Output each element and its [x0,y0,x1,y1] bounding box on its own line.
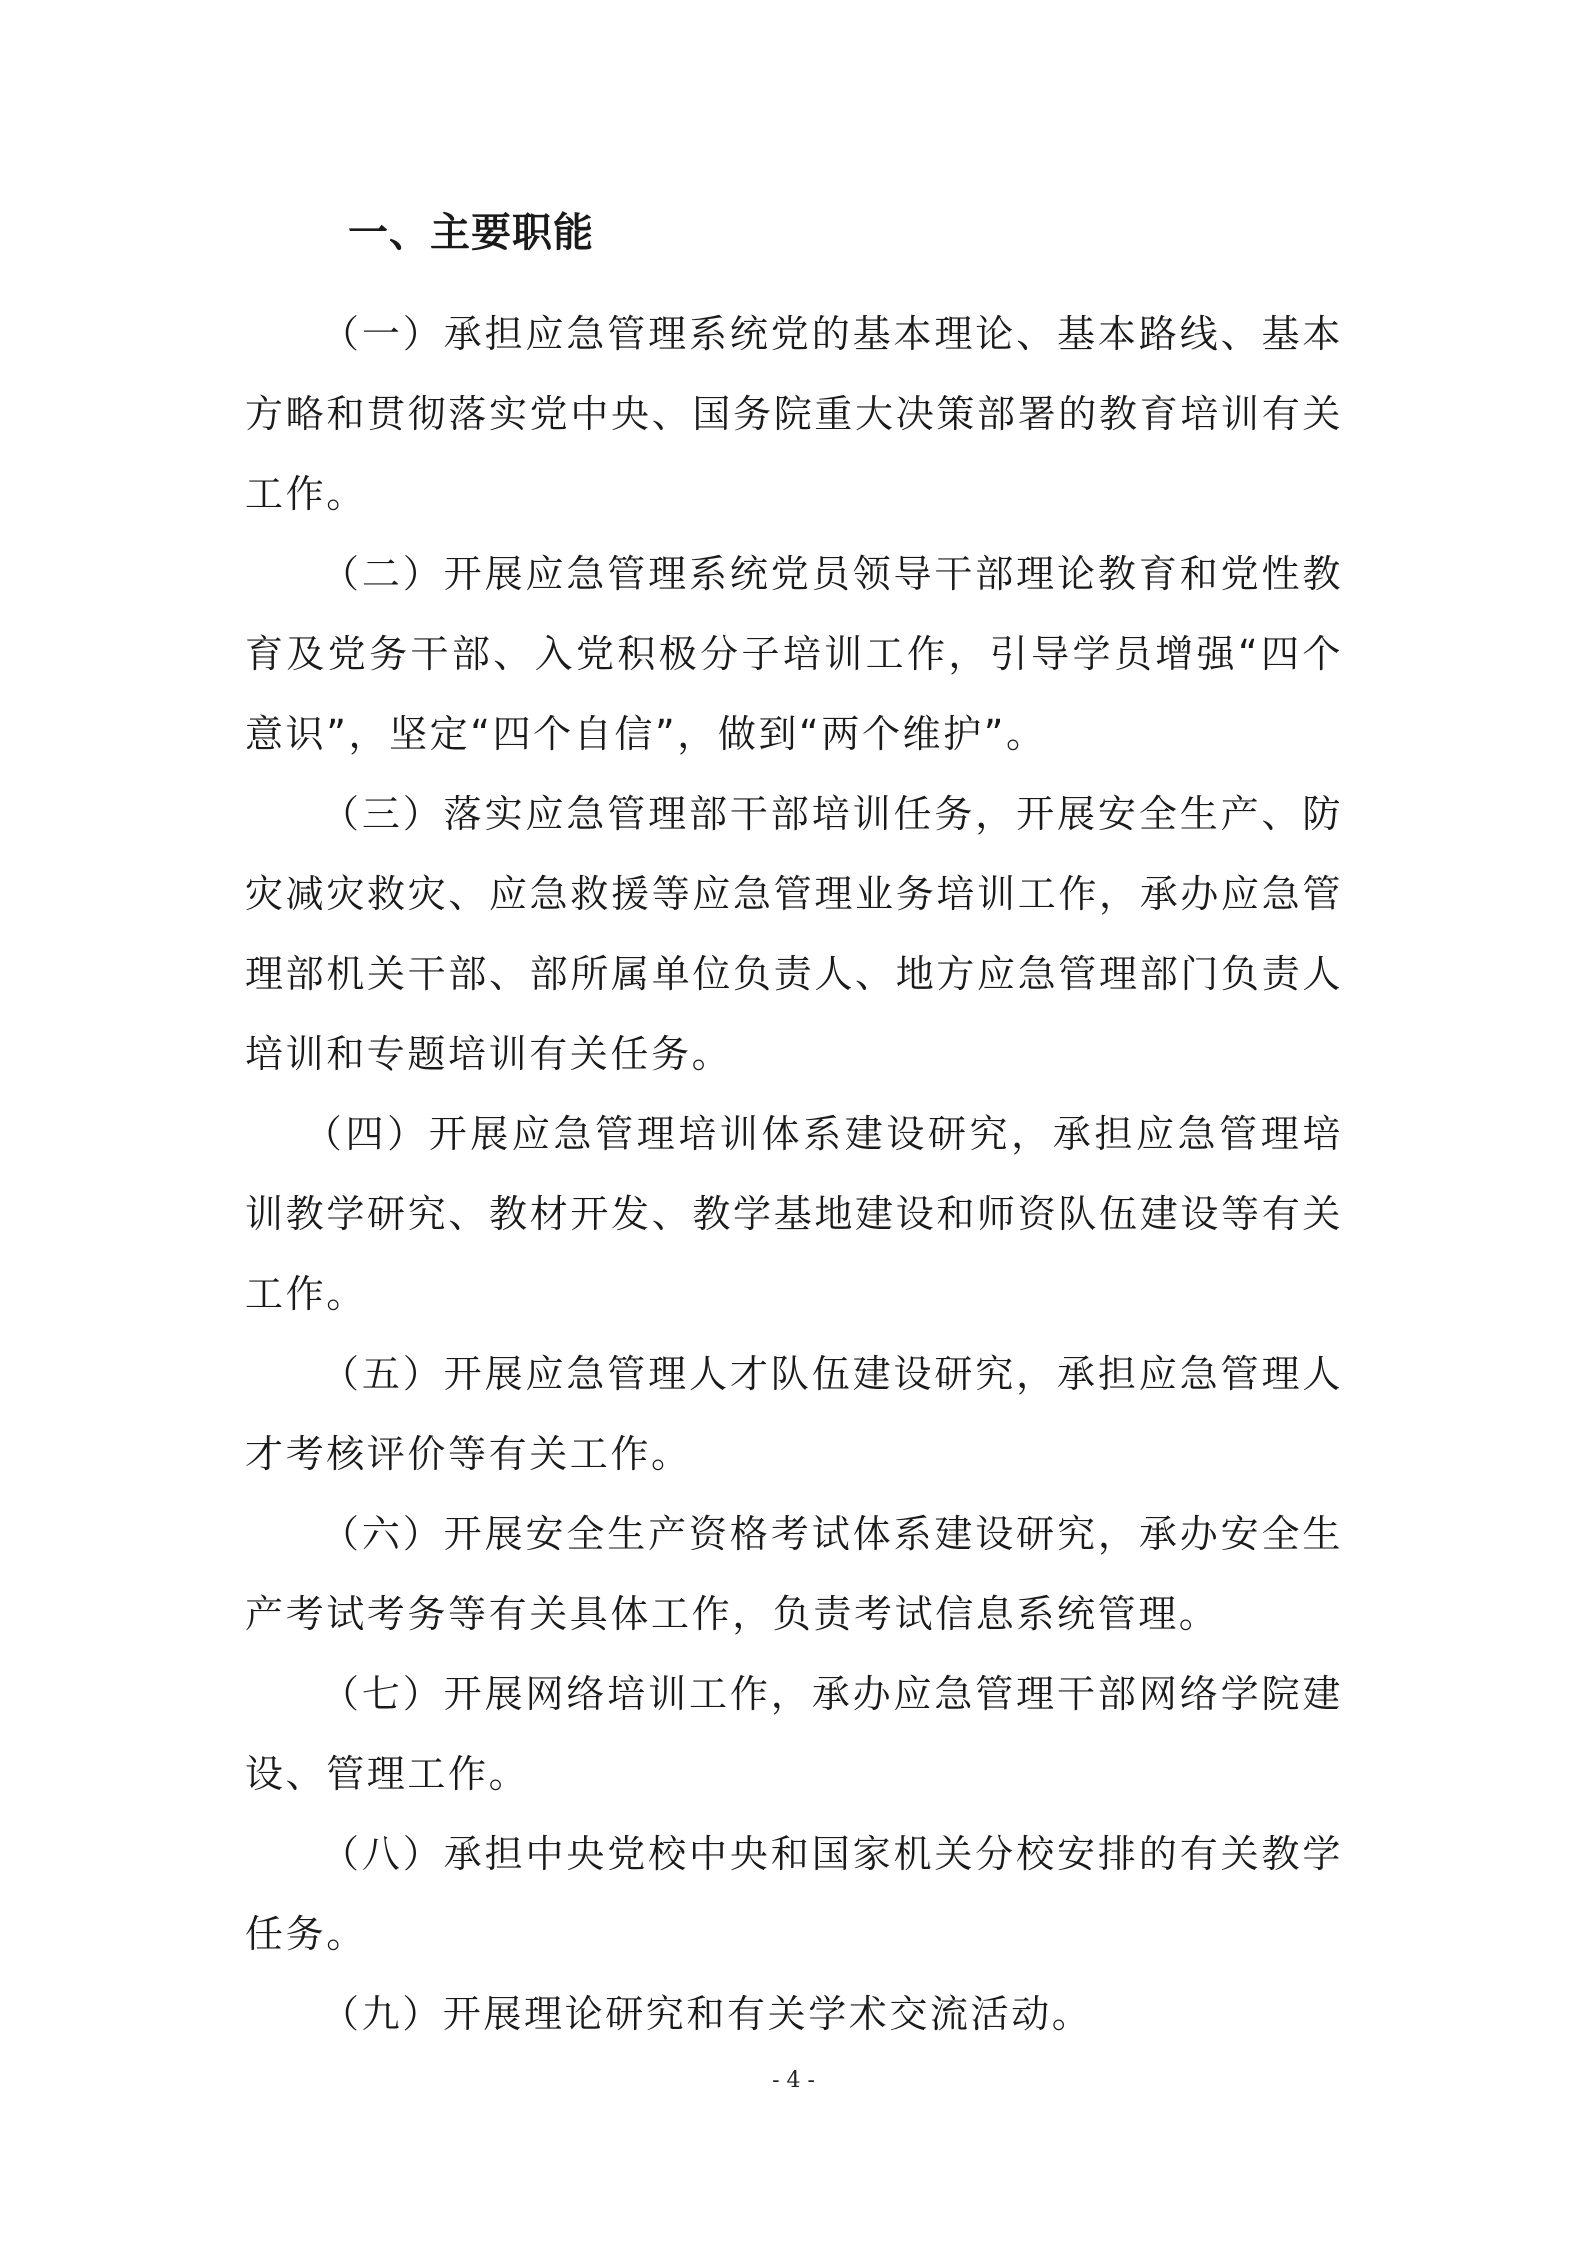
paragraph-item-4: （四）开展应急管理培训体系建设研究，承担应急管理培训教学研究、教材开发、教学基地建设和师资队伍建设等有关工作。 [245,1112,1343,1316]
paragraph-item-8: （八）承担中央党校中央和国家机关分校安排的有关教学任务。 [245,1832,1343,1956]
paragraph-item-9: （九）开展理论研究和有关学术交流活动。 [321,1992,1093,2036]
section-heading: 一、主要职能 [348,210,594,256]
paragraph-item-1: （一）承担应急管理系统党的基本理论、基本路线、基本方略和贯彻落实党中央、国务院重大决策部署的教育培训有关工作。 [245,312,1343,516]
document-body [245,294,1343,2054]
paragraph-item-2: （二）开展应急管理系统党员领导干部理论教育和党性教育及党务干部、入党积极分子培训工作，引导学员增强“四个意识”，坚定“四个自信”，做到“两个维护”。 [245,552,1343,756]
paragraph-item-5: （五）开展应急管理人才队伍建设研究，承担应急管理人才考核评价等有关工作。 [245,1352,1343,1476]
paragraph-item-7: （七）开展网络培训工作，承办应急管理干部网络学院建设、管理工作。 [245,1672,1343,1796]
page-number: - 4 - [772,2068,815,2093]
paragraph-item-6: （六）开展安全生产资格考试体系建设研究，承办安全生产考试考务等有关具体工作，负责考试信息系统管理。 [245,1512,1343,1636]
paragraph-item-3: （三）落实应急管理部干部培训任务，开展安全生产、防灾减灾救灾、应急救援等应急管理业务培训工作，承办应急管理部机关干部、部所属单位负责人、地方应急管理部门负责人培训和专题培训有关任务。 [245,792,1343,1076]
